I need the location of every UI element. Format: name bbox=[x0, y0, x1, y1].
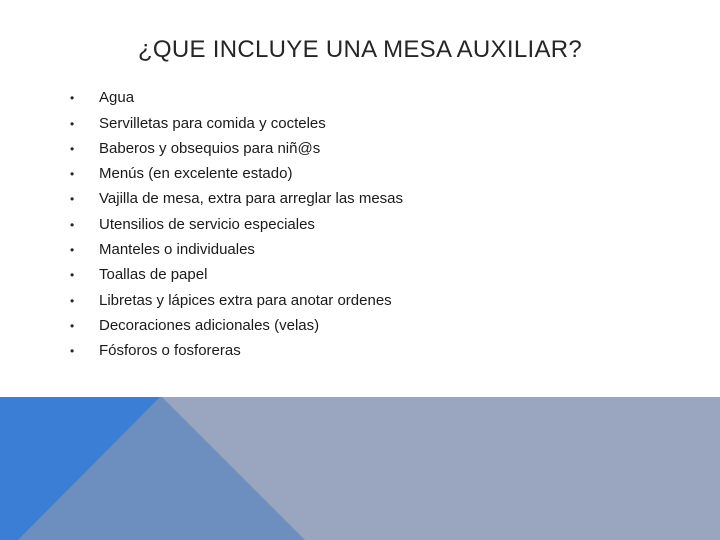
bullet-icon: • bbox=[70, 117, 75, 131]
bullet-icon: • bbox=[70, 167, 75, 181]
list-item-text: Manteles o individuales bbox=[99, 241, 255, 258]
decorative-footer-band bbox=[0, 397, 720, 540]
bullet-icon: • bbox=[70, 91, 75, 105]
list-item-text: Decoraciones adicionales (velas) bbox=[99, 317, 320, 334]
list-item bbox=[70, 314, 630, 338]
list-item-text: Menús (en excelente estado) bbox=[99, 165, 293, 182]
bullet-icon: • bbox=[70, 268, 75, 282]
list-item-text: Vajilla de mesa, extra para arreglar las mesas bbox=[99, 190, 404, 207]
list-item bbox=[70, 213, 630, 237]
list-item-text: Toallas de papel bbox=[99, 266, 208, 283]
list-item bbox=[70, 137, 630, 161]
list-item bbox=[70, 289, 630, 313]
list-item-text: Libretas y lápices extra para anotar ordenes bbox=[99, 292, 392, 309]
list-item bbox=[70, 339, 630, 363]
page-title: ¿QUE INCLUYE UNA MESA AUXILIAR? bbox=[137, 36, 583, 63]
bullet-icon: • bbox=[70, 243, 75, 257]
list-item-text: Fósforos o fosforeras bbox=[99, 342, 241, 359]
list-item bbox=[70, 112, 630, 136]
bullet-icon: • bbox=[70, 142, 75, 156]
list-item bbox=[70, 263, 630, 287]
bullet-icon: • bbox=[70, 218, 75, 232]
list-item-text: Agua bbox=[99, 89, 135, 106]
list-item bbox=[70, 162, 630, 186]
bullet-icon: • bbox=[70, 319, 75, 333]
bullet-icon: • bbox=[70, 344, 75, 358]
list-item bbox=[70, 187, 630, 211]
list-item-text: Servilletas para comida y cocteles bbox=[99, 115, 326, 132]
list-item-text: Utensilios de servicio especiales bbox=[99, 216, 315, 233]
bullet-icon: • bbox=[70, 294, 75, 308]
bullet-icon: • bbox=[70, 192, 75, 206]
list-item bbox=[70, 238, 630, 262]
list-item bbox=[70, 86, 630, 110]
list-item-text: Baberos y obsequios para niñ@s bbox=[99, 140, 321, 157]
